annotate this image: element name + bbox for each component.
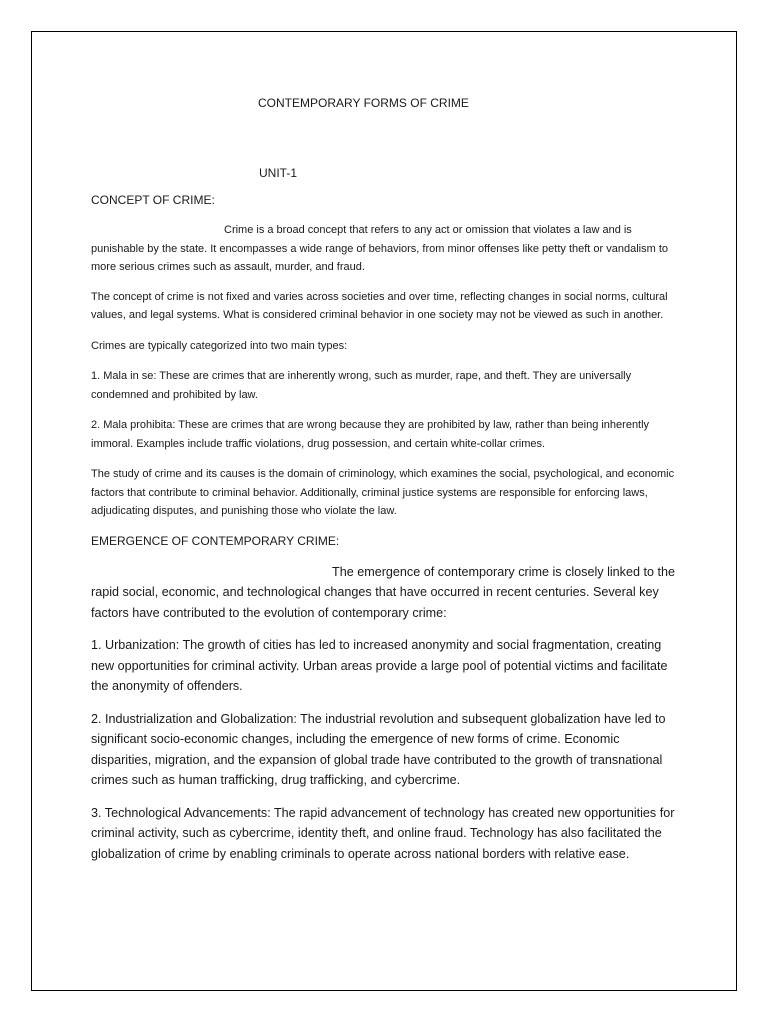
paragraph: Crimes are typically categorized into two main types: — [91, 339, 348, 352]
unit-label: UNIT-1 — [259, 166, 298, 180]
list-item: 1. Urbanization: The growth of cities has led to increased anonymity and social fragmentation, creating new opportunities for criminal activity. Urban areas provide a large pool of potential victims and facilitate the anonymity of offenders. — [91, 638, 668, 693]
list-item: 2. Mala prohibita: These are crimes that are wrong because they are prohibited by law, rather than being inherently immoral. Examples include traffic violations, drug possession, and certain white-collar crimes. — [91, 419, 650, 450]
section-heading-concept: CONCEPT OF CRIME: — [91, 193, 215, 207]
section-heading-emergence: EMERGENCE OF CONTEMPORARY CRIME: — [91, 533, 340, 548]
paragraph: The concept of crime is not fixed and varies across societies and over time, reflecting changes in social norms, cultural values, and legal systems. What is considered criminal behavior in one society may not be viewed as such in another. — [91, 290, 668, 321]
list-item: 1. Mala in se: These are crimes that are inherently wrong, such as murder, rape, and theft. They are universally condemned and prohibited by law. — [91, 370, 632, 401]
paragraph: The emergence of contemporary crime is closely linked to the rapid social, economic, and technological changes that have occurred in recent centuries. Several key factors have contributed to the evolution of contemporary crime: — [91, 564, 675, 620]
paragraph: Crime is a broad concept that refers to any act or omission that violates a law and is punishable by the state. It encompasses a wide range of behaviors, from minor offenses like petty theft or vandalism to more serious crimes such as assault, murder, and fraud. — [91, 224, 668, 273]
paragraph: The study of crime and its causes is the domain of criminology, which examines the social, psychological, and economic factors that contribute to criminal behavior. Additionally, criminal justice systems are responsible for enforcing laws, adjudicating disputes, and punishing those who violate the law. — [91, 468, 675, 517]
document-page — [31, 31, 737, 991]
page-content — [91, 96, 681, 864]
list-item: 3. Technological Advancements: The rapid advancement of technology has created new opportunities for criminal activity, such as cybercrime, identity theft, and online fraud. Technology has also facilitated the globalization of crime by enabling criminals to operate across national borders with relative ease. — [91, 805, 675, 861]
document-title: CONTEMPORARY FORMS OF CRIME — [258, 96, 469, 110]
list-item: 2. Industrialization and Globalization: The industrial revolution and subsequent globalization have led to significant socio-economic changes, including the emergence of new forms of crime. Economic disparities, migration, and the expansion of global trade have contributed to the growth of transnational crimes such as human trafficking, drug trafficking, and cybercrime. — [91, 711, 666, 787]
